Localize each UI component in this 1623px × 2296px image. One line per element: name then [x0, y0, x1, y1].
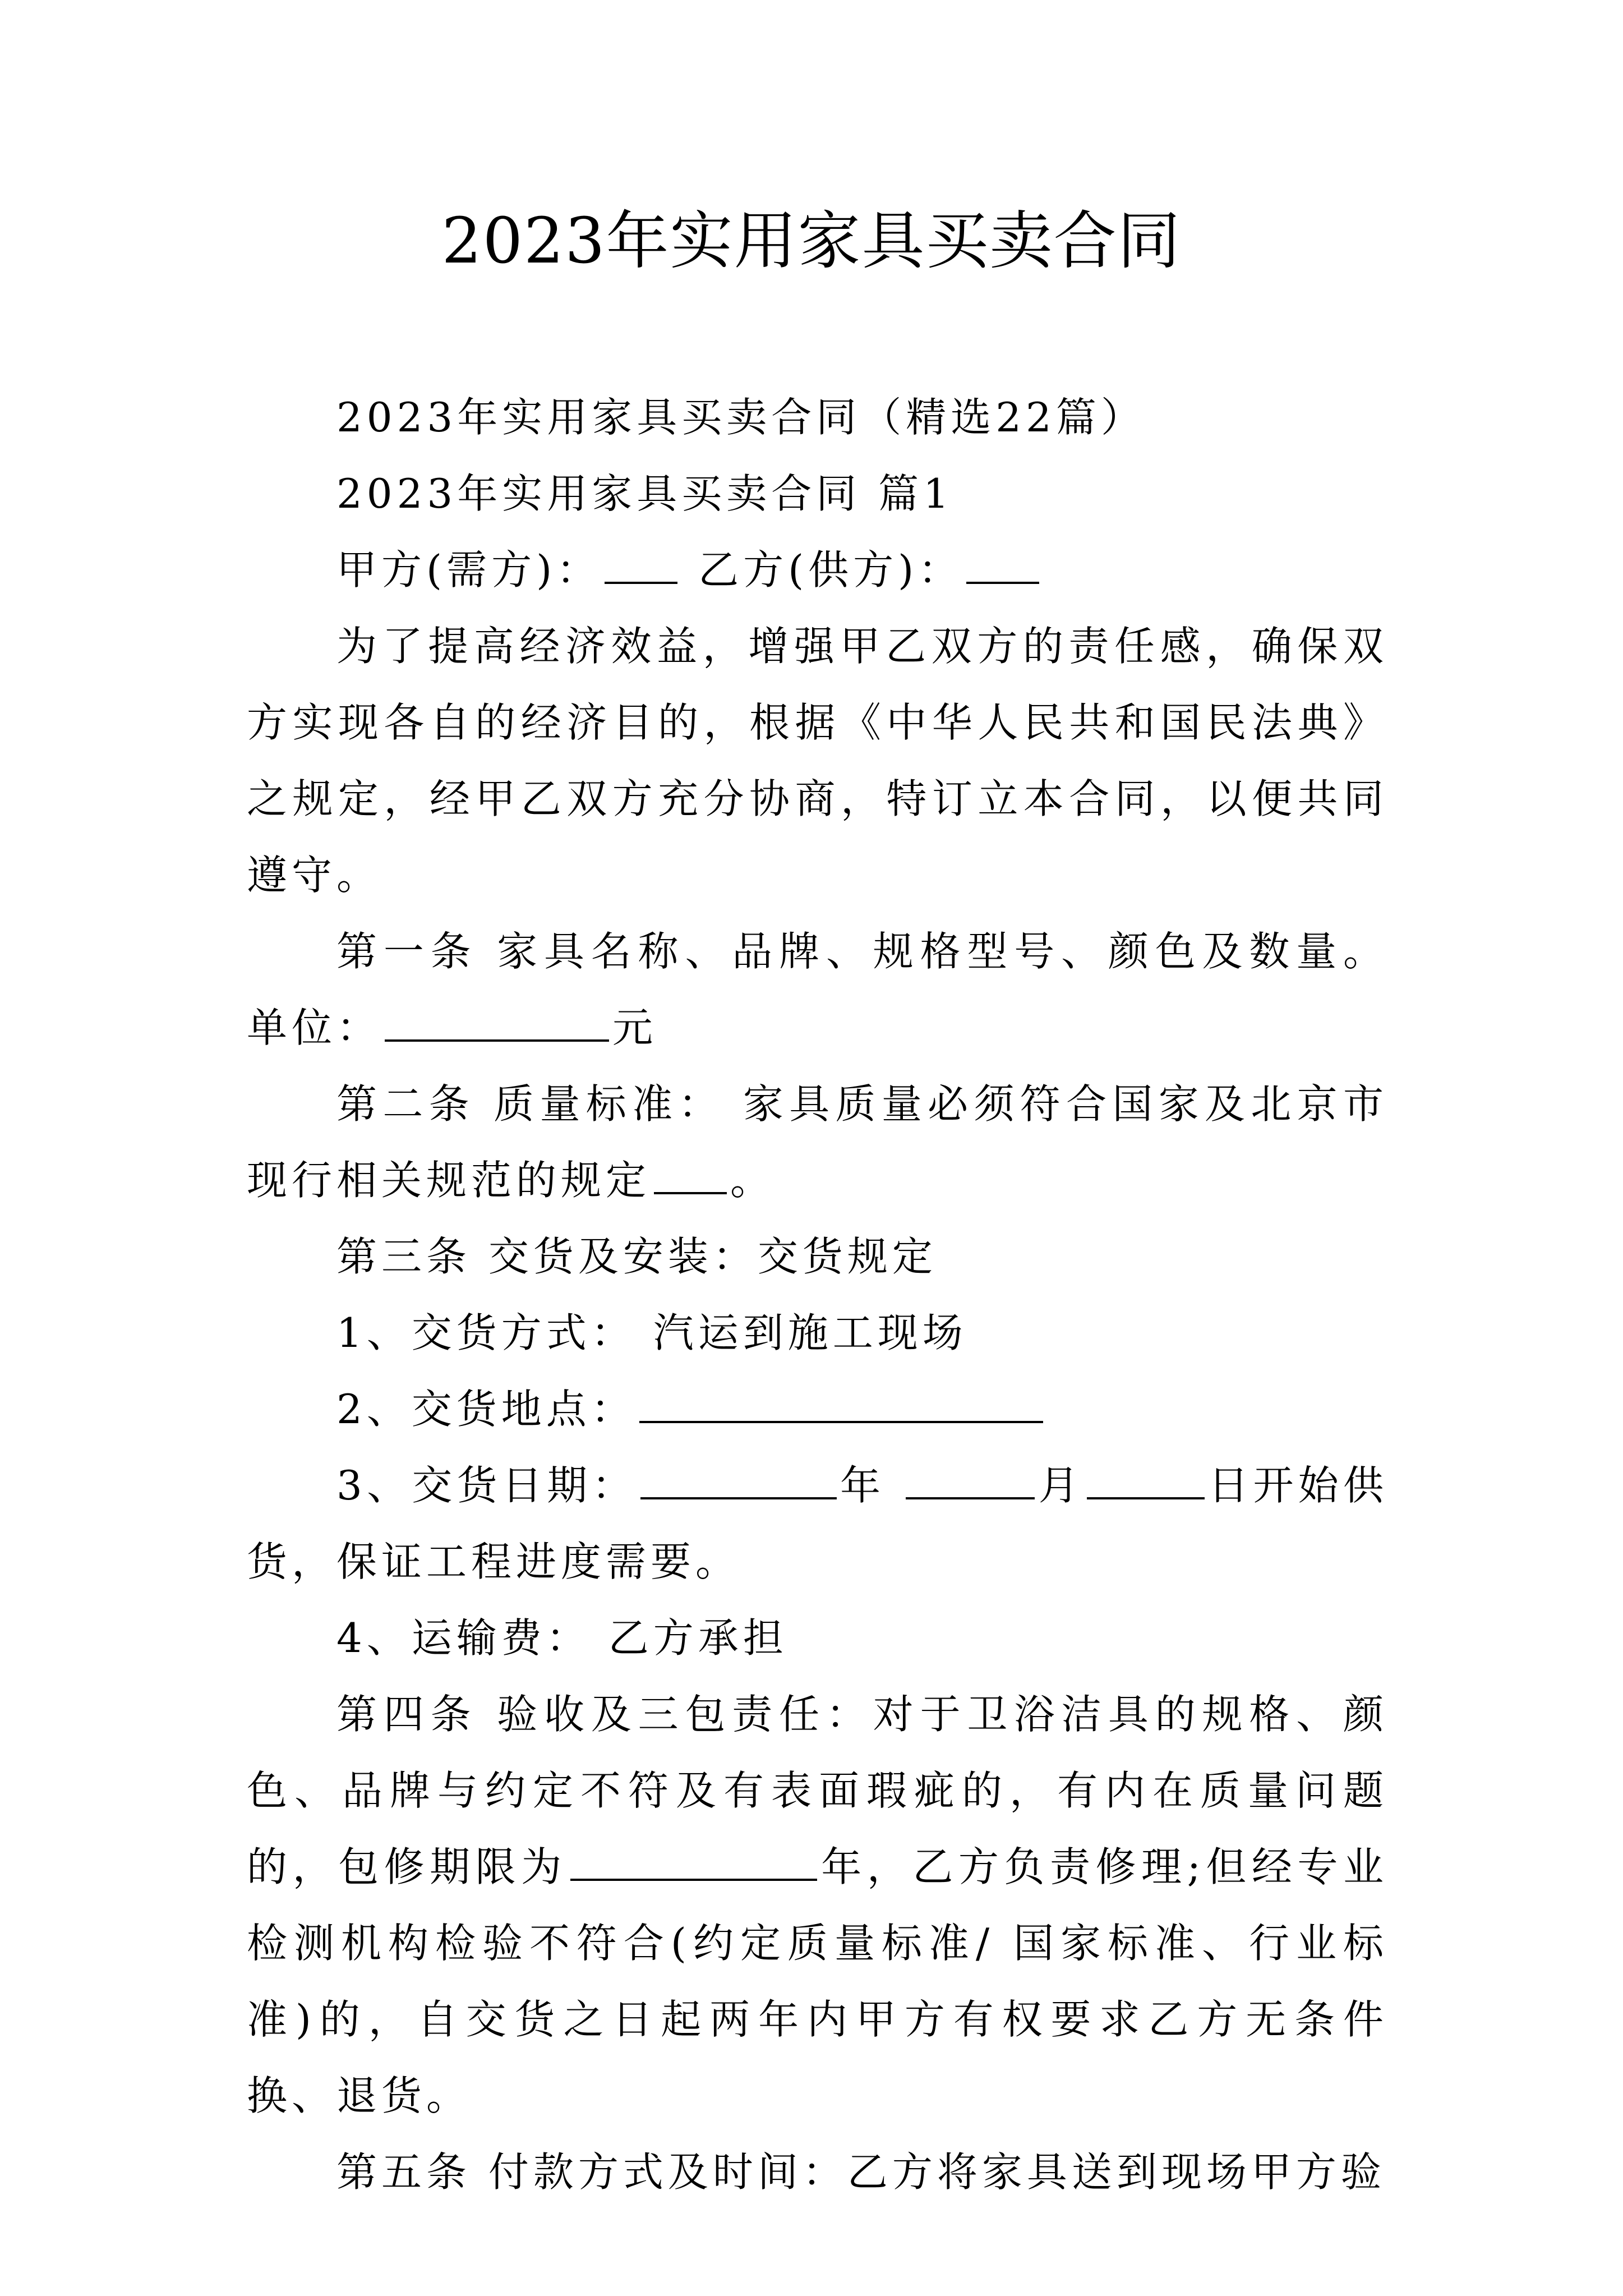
document-body — [247, 379, 1388, 2210]
subtitle-paragraph: 2023年实用家具买卖合同（精选22篇） — [336, 394, 1146, 441]
purpose-paragraph: 为了提高经济效益，增强甲乙双方的责任感，确保双方实现各自的经济目的，根据《中华人民共和国民法典》之规定，经甲乙双方充分协商，特订立本合同，以便共同遵守。 — [247, 623, 1388, 899]
article-2-suffix: 。 — [730, 1157, 776, 1204]
article-5-paragraph: 第五条 付款方式及时间：乙方将家具送到现场甲方验 — [336, 2148, 1386, 2196]
article-1-text: 第一条 家具名称、品牌、规格型号、颜色及数量。 单位： — [247, 928, 1388, 1051]
delivery-date-label: 3、交货日期： — [336, 1462, 637, 1509]
day-blank — [1087, 1462, 1205, 1499]
warranty-blank — [570, 1844, 817, 1881]
month-blank — [906, 1462, 1035, 1499]
year-blank — [640, 1462, 837, 1499]
party-b-blank — [966, 547, 1039, 584]
delivery-method-paragraph: 1、交货方式： 汽运到施工现场 — [336, 1309, 967, 1356]
party-b-label: 乙方(供方)： — [681, 546, 963, 593]
article-4-paragraph — [247, 1676, 1388, 2134]
section-heading: 2023年实用家具买卖合同 篇1 — [336, 470, 953, 517]
article-4-suffix: 年，乙方负责修理;但经专业检测机构检验不符合(约定质量标准/ 国家标准、行业标准)的，自交货之日起两年内甲方有权要求乙方无条件换、退货。 — [247, 1843, 1388, 2119]
article-1-suffix: 元 — [612, 1004, 658, 1051]
month-label: 月 — [1038, 1462, 1083, 1509]
parties-paragraph — [247, 532, 1388, 608]
delivery-place-blank — [639, 1386, 1043, 1423]
document-title: 2023年实用家具买卖合同 — [441, 205, 1182, 278]
party-a-label: 甲方(需方)： — [336, 546, 602, 593]
year-label: 年 — [840, 1462, 903, 1509]
article-3-paragraph: 第三条 交货及安装：交货规定 — [336, 1233, 937, 1280]
article-2-text: 第二条 质量标准： 家具质量必须符合国家及北京市现行相关规范的规定 — [247, 1080, 1388, 1204]
article-2-paragraph — [247, 1066, 1388, 1218]
article-1-paragraph — [247, 913, 1388, 1066]
unit-blank — [385, 1005, 609, 1042]
standard-blank — [654, 1157, 727, 1194]
delivery-date-suffix: 日开始供货，保证工程进度需要。 — [247, 1462, 1388, 1585]
article-4-text: 第四条 验收及三包责任：对于卫浴洁具的规格、颜色、品牌与约定不符及有表面瑕疵的，有内在质量问题的，包修期限为 — [247, 1691, 1388, 1890]
freight-paragraph: 4、运输费： 乙方承担 — [336, 1614, 788, 1662]
party-a-blank — [605, 547, 677, 584]
delivery-date-paragraph — [247, 1447, 1388, 1600]
delivery-place-label: 2、交货地点： — [336, 1386, 636, 1433]
delivery-place-paragraph — [247, 1371, 1388, 1447]
